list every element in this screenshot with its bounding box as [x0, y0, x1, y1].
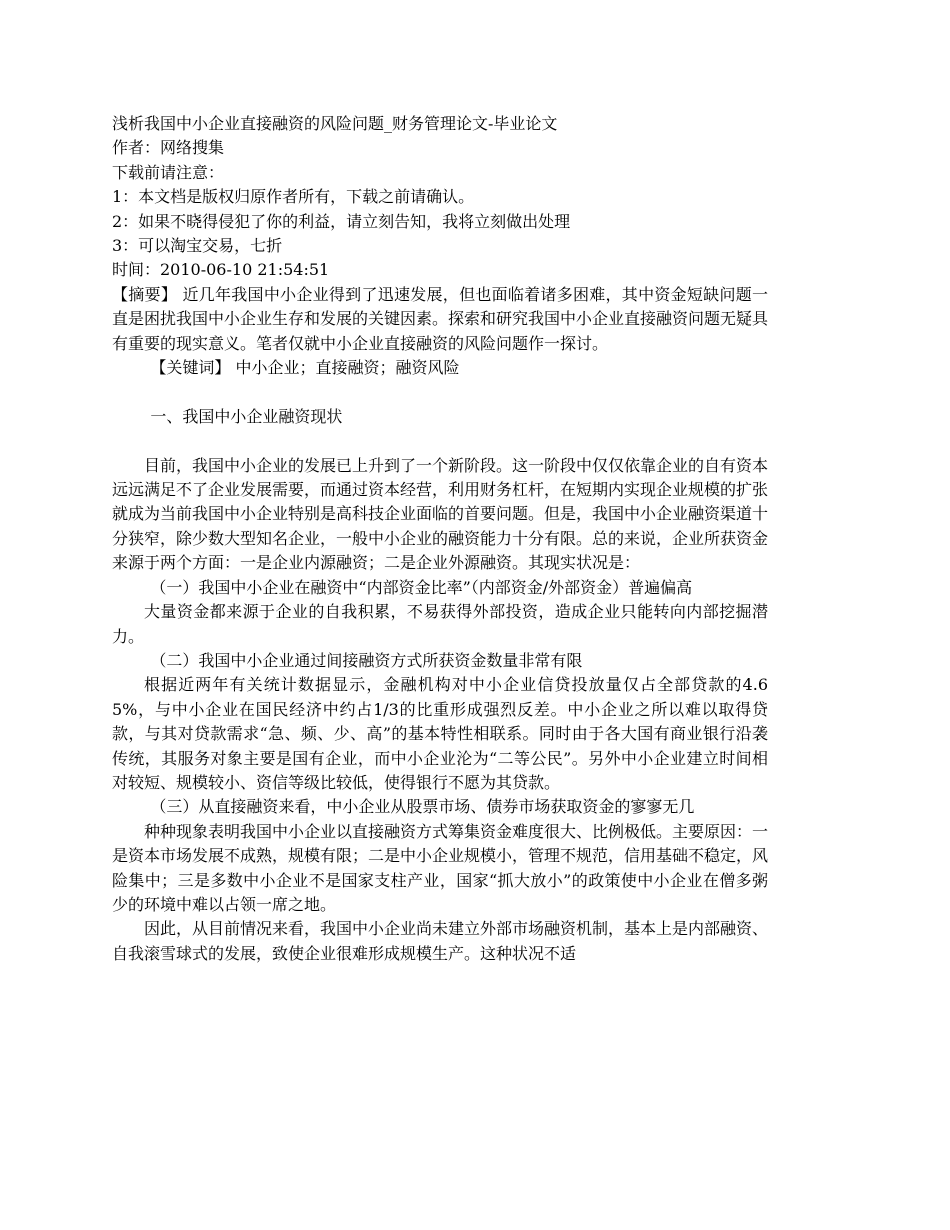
abstract-paragraph: 【摘要】 近几年我国中小企业得到了迅速发展，但也面临着诸多困难，其中资金短缺问题一直是困扰我国中小企业生存和发展的关键因素。探索和研究我国中小企业直接融资问题无疑具有重要的现实意义。笔者仅就中小企业直接融资的风险问题作一探讨。: [112, 284, 769, 353]
body-paragraph-3: 根据近两年有关统计数据显示，金融机构对中小企业信贷投放量仅占全部贷款的4.65%，与中小企业在国民经济中约占1/3的比重形成强烈反差。中小企业之所以难以取得贷款，与其对贷款需求“急、频、少、高”的基本特性相联系。同时由于各大国有商业银行沿袭传统，其服务对象主要是国有企业，而中小企业沦为“二等公民”。另外中小企业建立时间相对较短、规模较小、资信等级比较低，使得银行不愿为其贷款。: [112, 675, 768, 792]
section-heading-1: 一、我国中小企业融资现状: [150, 406, 343, 426]
body-paragraph-2: 大量资金都来源于企业的自我积累，不易获得外部投资，造成企业只能转向内部挖掘潜力。: [112, 602, 768, 646]
subheading-3: （三）从直接融资来看，中小企业从股票市场、债券市场获取资金的寥寥无几: [150, 797, 695, 817]
notice-item-3: 3：可以淘宝交易，七折: [112, 236, 283, 256]
keywords-line: 【关键词】 中小企业；直接融资；融资风险: [150, 358, 460, 378]
notice-item-2: 2：如果不晓得侵犯了你的利益，请立刻告知，我将立刻做出处理: [112, 211, 571, 231]
document-title: 浅析我国中小企业直接融资的风险问题_财务管理论文-毕业论文: [112, 114, 558, 133]
subheading-2: （二）我国中小企业通过间接融资方式所获资金数量非常有限: [150, 650, 583, 670]
subheading-1: （一）我国中小企业在融资中“内部资金比率”（内部资金/外部资金）普遍偏高: [150, 577, 693, 597]
body-paragraph-4: 种种现象表明我国中小企业以直接融资方式筹集资金难度很大、比例极低。主要原因：一是资本市场发展不成熟，规模有限；二是中小企业规模小，管理不规范，信用基础不稳定，风险集中；三是多数中小企业不是国家支柱产业，国家“抓大放小”的政策使中小企业在僧多粥少的环境中难以占领一席之地。: [112, 821, 769, 914]
notice-header: 下载前请注意：: [112, 162, 225, 182]
timestamp-line: 时间：2010-06-10 21:54:51: [112, 260, 330, 280]
notice-item-1: 1：本文档是版权归原作者所有，下载之前请确认。: [112, 187, 475, 207]
spacer: [112, 380, 768, 404]
body-paragraph-1: 目前，我国中小企业的发展已上升到了一个新阶段。这一阶段中仅仅依靠企业的自有资本远远满足不了企业发展需要，而通过资本经营，利用财务杠杆，在短期内实现企业规模的扩张就成为当前我国中小企业特别是高科技企业面临的首要问题。但是，我国中小企业融资渠道十分狭窄，除少数大型知名企业，一般中小企业的融资能力十分有限。总的来说，企业所获资金来源于两个方面：一是企业内源融资；二是企业外源融资。其现实状况是：: [112, 455, 769, 573]
spacer: [112, 429, 768, 453]
document-page: [112, 112, 768, 966]
body-paragraph-5: 因此，从目前情况来看，我国中小企业尚未建立外部市场融资机制，基本上是内部融资、自我滚雪球式的发展，致使企业很难形成规模生产。这种状况不适: [112, 919, 769, 963]
author-line: 作者：网络搜集: [112, 138, 225, 158]
